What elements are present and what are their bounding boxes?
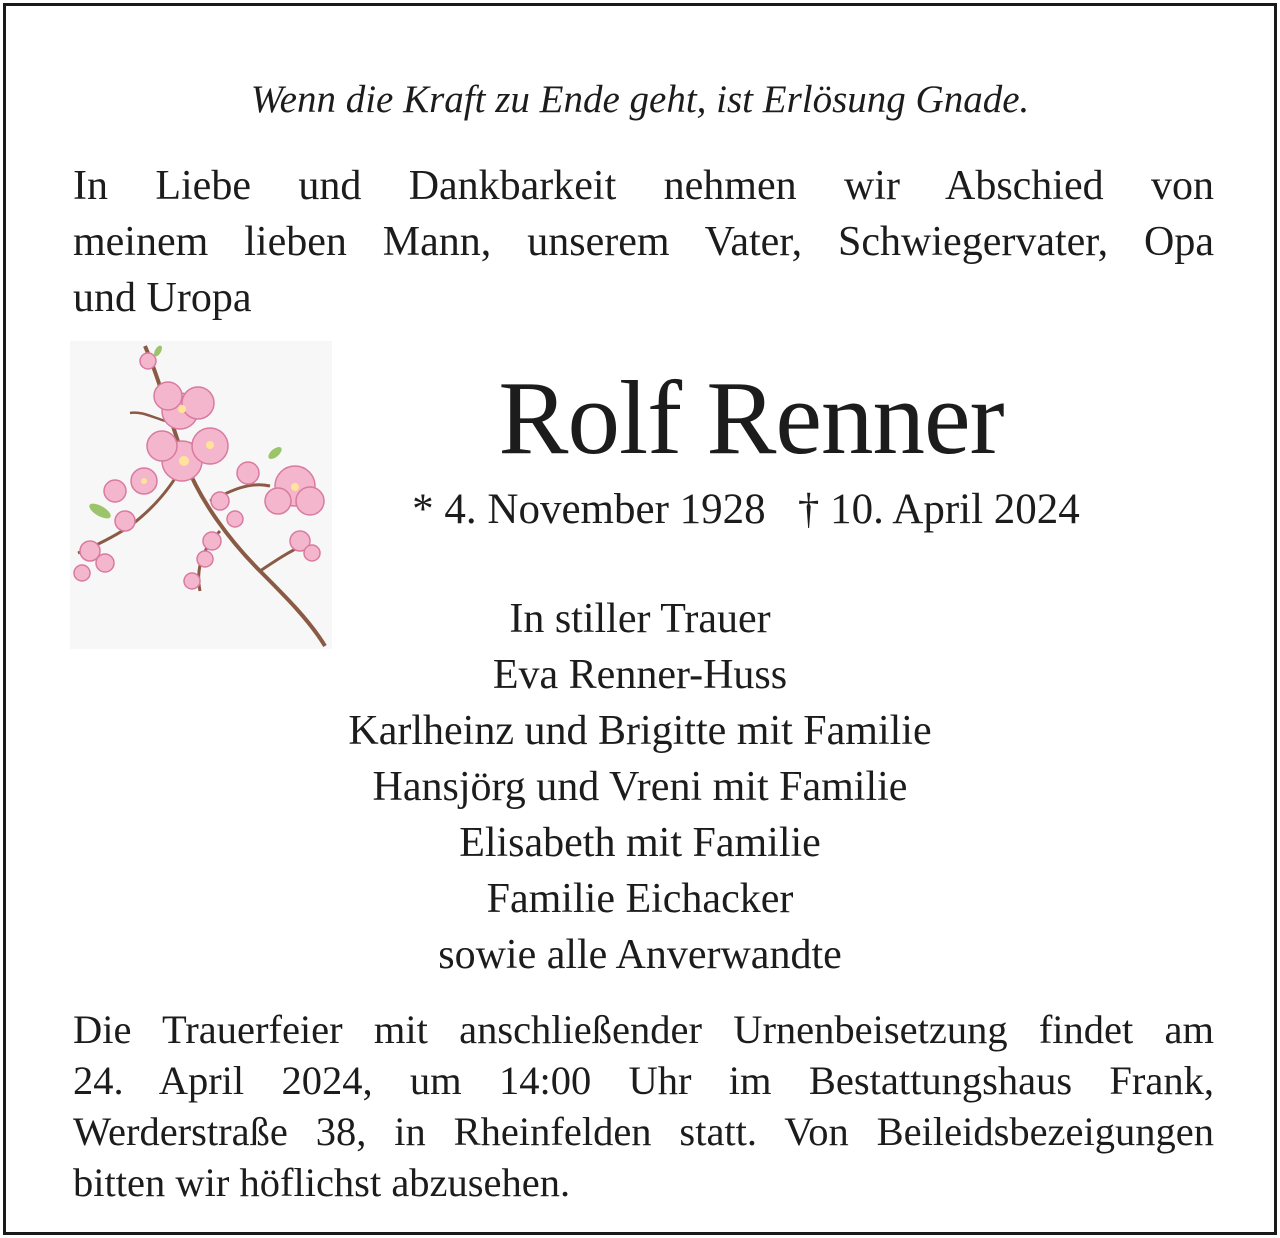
ceremony-line: Die Trauerfeier mit anschließender Urnenbeisetzung findet am bbox=[73, 1007, 1214, 1052]
ceremony-line: Werderstraße 38, in Rheinfelden statt. Von Beileidsbezeigungen bbox=[73, 1109, 1214, 1154]
mourner-line: sowie alle Anverwandte bbox=[438, 932, 842, 978]
intro-line: meinem lieben Mann, unserem Vater, Schwiegervater, Opa bbox=[73, 219, 1214, 265]
ceremony-line: 24. April 2024, um 14:00 Uhr im Bestattungshaus Frank, bbox=[73, 1058, 1214, 1103]
mourner-line: Karlheinz und Brigitte mit Familie bbox=[348, 708, 932, 754]
mourners-list bbox=[6, 591, 1274, 983]
motto-quote: Wenn die Kraft zu Ende geht, ist Erlösung Gnade. bbox=[250, 78, 1030, 121]
obituary-notice bbox=[3, 3, 1277, 1235]
mourner-line: Eva Renner-Huss bbox=[492, 652, 788, 698]
intro-paragraph bbox=[73, 158, 1214, 326]
deceased-name: Rolf Renner bbox=[498, 359, 1004, 476]
mourner-line: Elisabeth mit Familie bbox=[459, 820, 821, 866]
intro-line: und Uropa bbox=[73, 275, 252, 321]
life-dates: * 4. November 1928 † 10. April 2024 bbox=[412, 486, 1080, 533]
intro-line: In Liebe und Dankbarkeit nehmen wir Abschied von bbox=[73, 163, 1214, 209]
mourner-line: Familie Eichacker bbox=[486, 876, 794, 922]
mourner-line: In stiller Trauer bbox=[509, 596, 771, 642]
mourner-line: Hansjörg und Vreni mit Familie bbox=[372, 764, 908, 810]
ceremony-line: bitten wir höflichst abzusehen. bbox=[73, 1160, 571, 1205]
ceremony-details bbox=[73, 1004, 1214, 1208]
